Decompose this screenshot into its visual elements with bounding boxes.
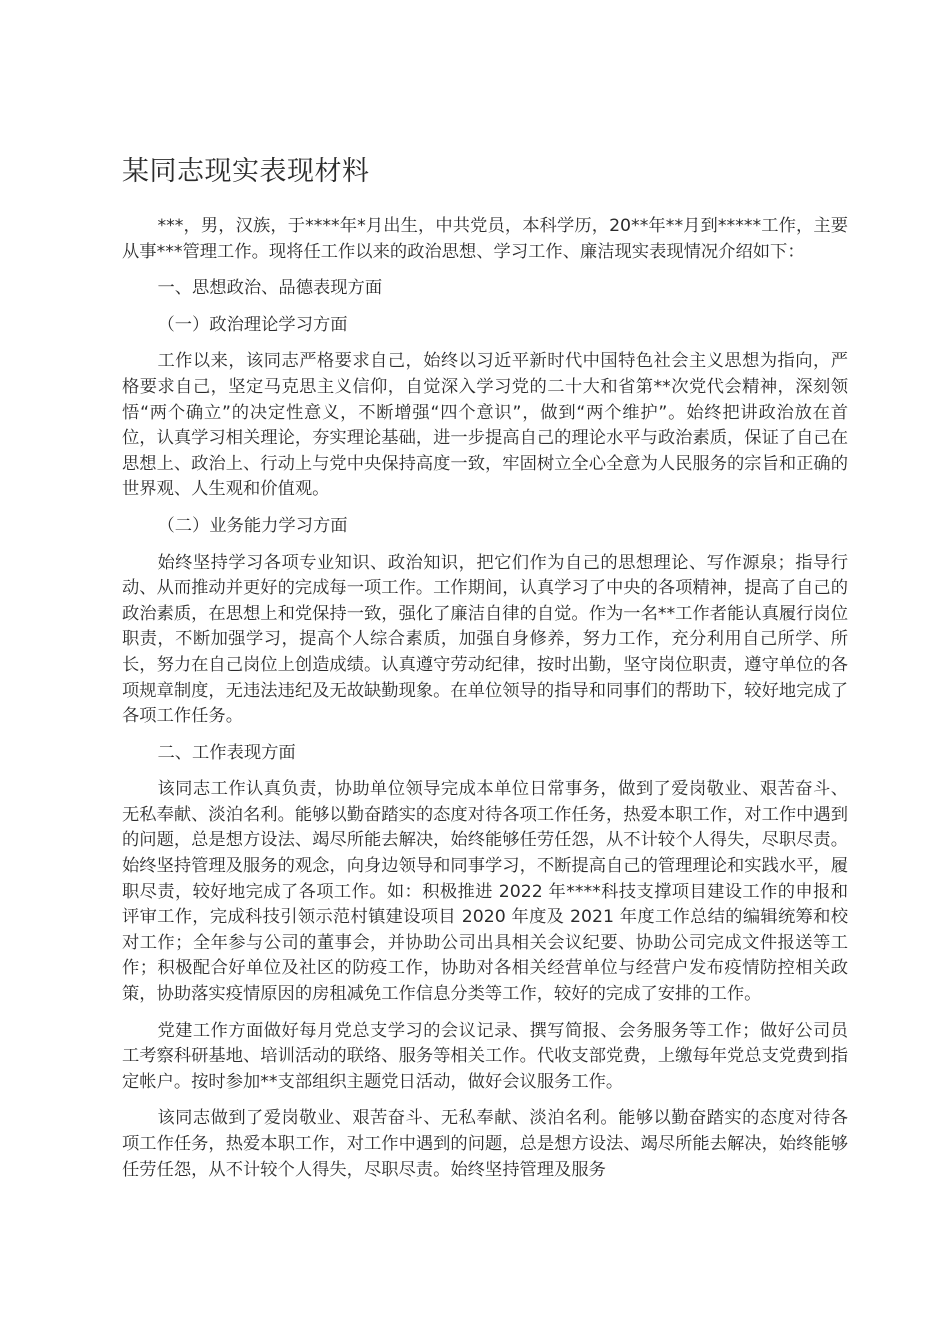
section-heading-political: 一、思想政治、品德表现方面 [157, 278, 383, 299]
work-paragraph-2: 党建工作方面做好每月党总支学习的会议记录、撰写简报、会务服务等工作；做好公司员工考察科研基地、培训活动的联络、服务等相关工作。代收支部党费，上缴每年党总支党费到指定帐户。按时参加**支部组织主题党日活动，做好会议服务工作。 [122, 1020, 848, 1092]
business-study-paragraph: 始终坚持学习各项专业知识、政治知识，把它们作为自己的思想理论、写作源泉；指导行动、从而推动并更好的完成每一项工作。工作期间，认真学习了中央的各项精神，提高了自己的政治素质，在思想上和党保持一致，强化了廉洁自律的自觉。作为一名**工作者能认真履行岗位职责，不断加强学习，提高个人综合素质，加强自身修养，努力工作，充分利用自己所学、所长，努力在自己岗位上创造成绩。认真遵守劳动纪律，按时出勤，坚守岗位职责，遵守单位的各项规章制度，无违法违纪及无故缺勤现象。在单位领导的指导和同事们的帮助下，较好地完成了各项工作任务。 [122, 552, 848, 727]
subheading-business-study: （二）业务能力学习方面 [157, 515, 348, 536]
document-page [122, 150, 848, 1194]
work-paragraph-1: 该同志工作认真负责，协助单位领导完成本单位日常事务，做到了爱岗敬业、艰苦奋斗、无私奉献、淡泊名利。能够以勤奋踏实的态度对待各项工作任务，热爱本职工作，对工作中遇到的问题，总是想方设法、竭尽所能去解决，始终能够任劳任怨，从不计较个人得失，尽职尽责。始终坚持管理及服务的观念，向身边领导和同事学习，不断提高自己的管理理论和实践水平，履职尽责，较好地完成了各项工作。如：积极推进 2022 年****科技支撑项目建设工作的申报和评审工作，完成科技引领示范村镇建设项目 2020 年度及 2021 年度工作总结的编辑统筹和校对工作；全年参与公司的董事会，并协助公司出具相关会议纪要、协助公司完成文件报送等工作；积极配合好单位及社区的防疫工作，协助对各相关经营单位与经营户发布疫情防控相关政策，协助落实疫情原因的房租减免工作信息分类等工作，较好的完成了安排的工作。 [122, 779, 848, 1005]
section-heading-work: 二、工作表现方面 [157, 742, 296, 763]
intro-paragraph: ***，男，汉族，于****年*月出生，中共党员，本科学历，20**年**月到*****工作，主要从事***管理工作。现将任工作以来的政治思想、学习工作、廉洁现实表现情况介绍如下： [122, 216, 848, 262]
subheading-theory-study: （一）政治理论学习方面 [157, 314, 348, 335]
work-paragraph-3: 该同志做到了爱岗敬业、艰苦奋斗、无私奉献、淡泊名利。能够以勤奋踏实的态度对待各项工作任务，热爱本职工作，对工作中遇到的问题，总是想方设法、竭尽所能去解决，始终能够任劳任怨，从不计较个人得失，尽职尽责。始终坚持管理及服务 [122, 1108, 848, 1180]
document-title: 某同志现实表现材料 [122, 156, 370, 187]
theory-study-paragraph: 工作以来，该同志严格要求自己，始终以习近平新时代中国特色社会主义思想为指向，严格要求自己，坚定马克思主义信仰，自觉深入学习党的二十大和省第**次党代会精神，深刻领悟“两个确立”的决定性意义，不断增强“四个意识”，做到“两个维护”。始终把讲政治放在首位，认真学习相关理论，夯实理论基础，进一步提高自己的理论水平与政治素质，保证了自己在思想上、政治上、行动上与党中央保持高度一致，牢固树立全心全意为人民服务的宗旨和正确的世界观、人生观和价值观。 [122, 351, 848, 500]
